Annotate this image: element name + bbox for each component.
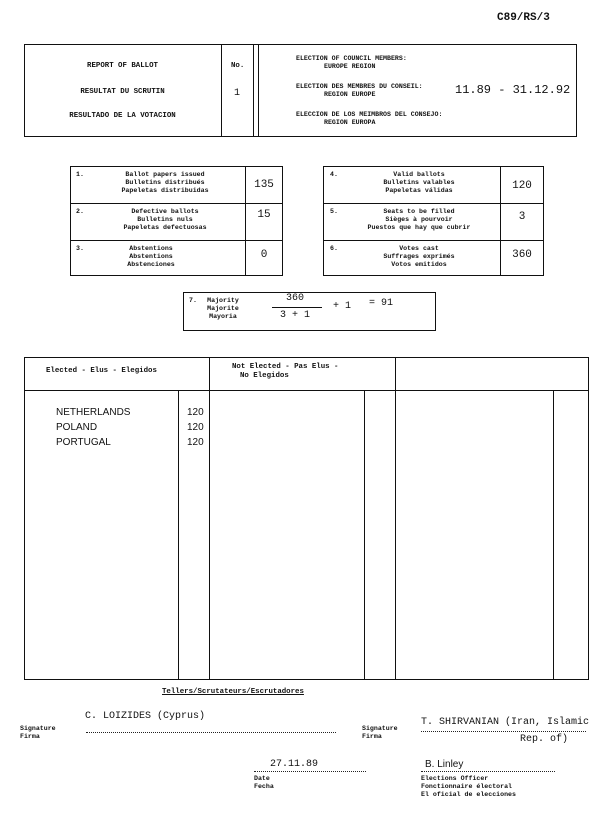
officer-signature: B. Linley xyxy=(425,759,464,770)
table-cell: 120 xyxy=(187,422,204,433)
stat-4-labels: Valid ballots Bulletins valables Papeletas válidas xyxy=(383,171,455,194)
signature-label-left: Signature Firma xyxy=(20,725,56,740)
stat-5-value: 3 xyxy=(518,211,526,223)
stat-5-number: 5. xyxy=(330,208,338,215)
election-line-es: ELECCION DE LOS MEIMBROS DEL CONSEJO: REGION EUROPA xyxy=(296,111,443,126)
stat-6-number: 6. xyxy=(330,245,338,252)
elected-names xyxy=(56,405,130,450)
number-value: 1 xyxy=(234,88,241,99)
header-divider-2 xyxy=(253,44,254,137)
term-dates: 11.89 - 31.12.92 xyxy=(455,83,571,97)
results-header-line xyxy=(24,390,589,391)
officer-signature-line xyxy=(421,771,555,772)
elected-header: Elected - Elus - Elegidos xyxy=(46,367,157,375)
stat-3-number: 3. xyxy=(76,245,84,252)
signature-label-right: Signature Firma xyxy=(362,725,398,740)
majority-number: 7. xyxy=(189,297,197,304)
date-value: 27.11.89 xyxy=(270,759,319,770)
stat-4-number: 4. xyxy=(330,171,338,178)
majority-denominator: 3 + 1 xyxy=(279,310,310,321)
election-line-fr: ELECTION DES MEMBRES DU CONSEIL: REGION EUROPE xyxy=(296,83,423,98)
stats-left-row-line-1 xyxy=(70,203,283,204)
report-title-en: REPORT OF BALLOT xyxy=(87,62,158,70)
majority-labels: Majority Majorite Mayoria xyxy=(207,297,239,320)
header-divider-1 xyxy=(221,44,222,137)
stat-6-value: 360 xyxy=(512,249,532,261)
stat-1-value: 135 xyxy=(254,179,274,191)
fraction-bar xyxy=(272,307,322,308)
stat-1-number: 1. xyxy=(76,171,84,178)
stat-2-value: 15 xyxy=(257,209,271,221)
stats-right-row-line-1 xyxy=(323,203,544,204)
stats-left-row-line-2 xyxy=(70,240,283,241)
stat-3-value: 0 xyxy=(260,249,268,261)
stat-1-labels: Ballot papers issued Bulletins distribués Papeletas distribuidas xyxy=(121,171,209,194)
report-title-fr: RESULTAT DU SCRUTIN xyxy=(80,88,165,96)
table-row: PORTUGAL xyxy=(56,437,111,448)
election-line-en: ELECTION OF COUNCIL MEMBERS: EUROPE REGION xyxy=(296,55,407,70)
stat-2-number: 2. xyxy=(76,208,84,215)
table-cell: 120 xyxy=(187,437,204,448)
date-labels: Date Fecha xyxy=(254,775,274,790)
elected-votes xyxy=(187,405,204,450)
stat-5-labels: Seats to be filled Sièges à pourvoir Puestos que hay que cubrir xyxy=(367,208,471,231)
report-title-es: RESULTADO DE LA VOTACION xyxy=(69,112,176,120)
document-reference: C89/RS/3 xyxy=(497,12,550,24)
results-col-line-4 xyxy=(395,357,396,680)
teller-right-name: T. SHIRVANIAN (Iran, Islamic xyxy=(421,717,590,728)
results-col-line-2 xyxy=(209,357,210,680)
teller-right-name-cont: Rep. of) xyxy=(520,734,569,745)
not-elected-header: Not Elected - Pas Elus - No Elegidos xyxy=(232,363,339,380)
officer-labels: Elections Officer Fonctionnaire électoral El oficial de elecciones xyxy=(421,775,516,798)
stat-2-labels: Defective ballots Bulletins nuls Papeletas defectuosas xyxy=(123,208,207,231)
results-col-line-5 xyxy=(553,390,554,680)
stat-3-labels: Abstentions Abstentions Abstenciones xyxy=(127,245,175,268)
signature-line-right xyxy=(421,731,586,732)
results-col-line-1 xyxy=(178,390,179,680)
tellers-title: Tellers/Scrutateurs/Escrutadores xyxy=(162,688,304,696)
signature-line-left xyxy=(86,732,336,733)
teller-left-name: C. LOIZIDES (Cyprus) xyxy=(85,711,206,722)
header-divider-3 xyxy=(258,44,259,137)
majority-plus-one: + 1 xyxy=(333,301,352,312)
number-label: No. xyxy=(231,62,245,70)
table-cell: 120 xyxy=(187,407,204,418)
stat-6-labels: Votes cast Suffrages exprimés Votos emitidos xyxy=(383,245,455,268)
majority-numerator: 360 xyxy=(285,293,304,304)
table-row: POLAND xyxy=(56,422,98,433)
stat-4-value: 120 xyxy=(512,180,532,192)
table-row: NETHERLANDS xyxy=(56,407,131,418)
majority-result: = 91 xyxy=(369,298,394,309)
date-line xyxy=(254,771,366,772)
stats-right-row-line-2 xyxy=(323,240,544,241)
results-col-line-3 xyxy=(364,390,365,680)
